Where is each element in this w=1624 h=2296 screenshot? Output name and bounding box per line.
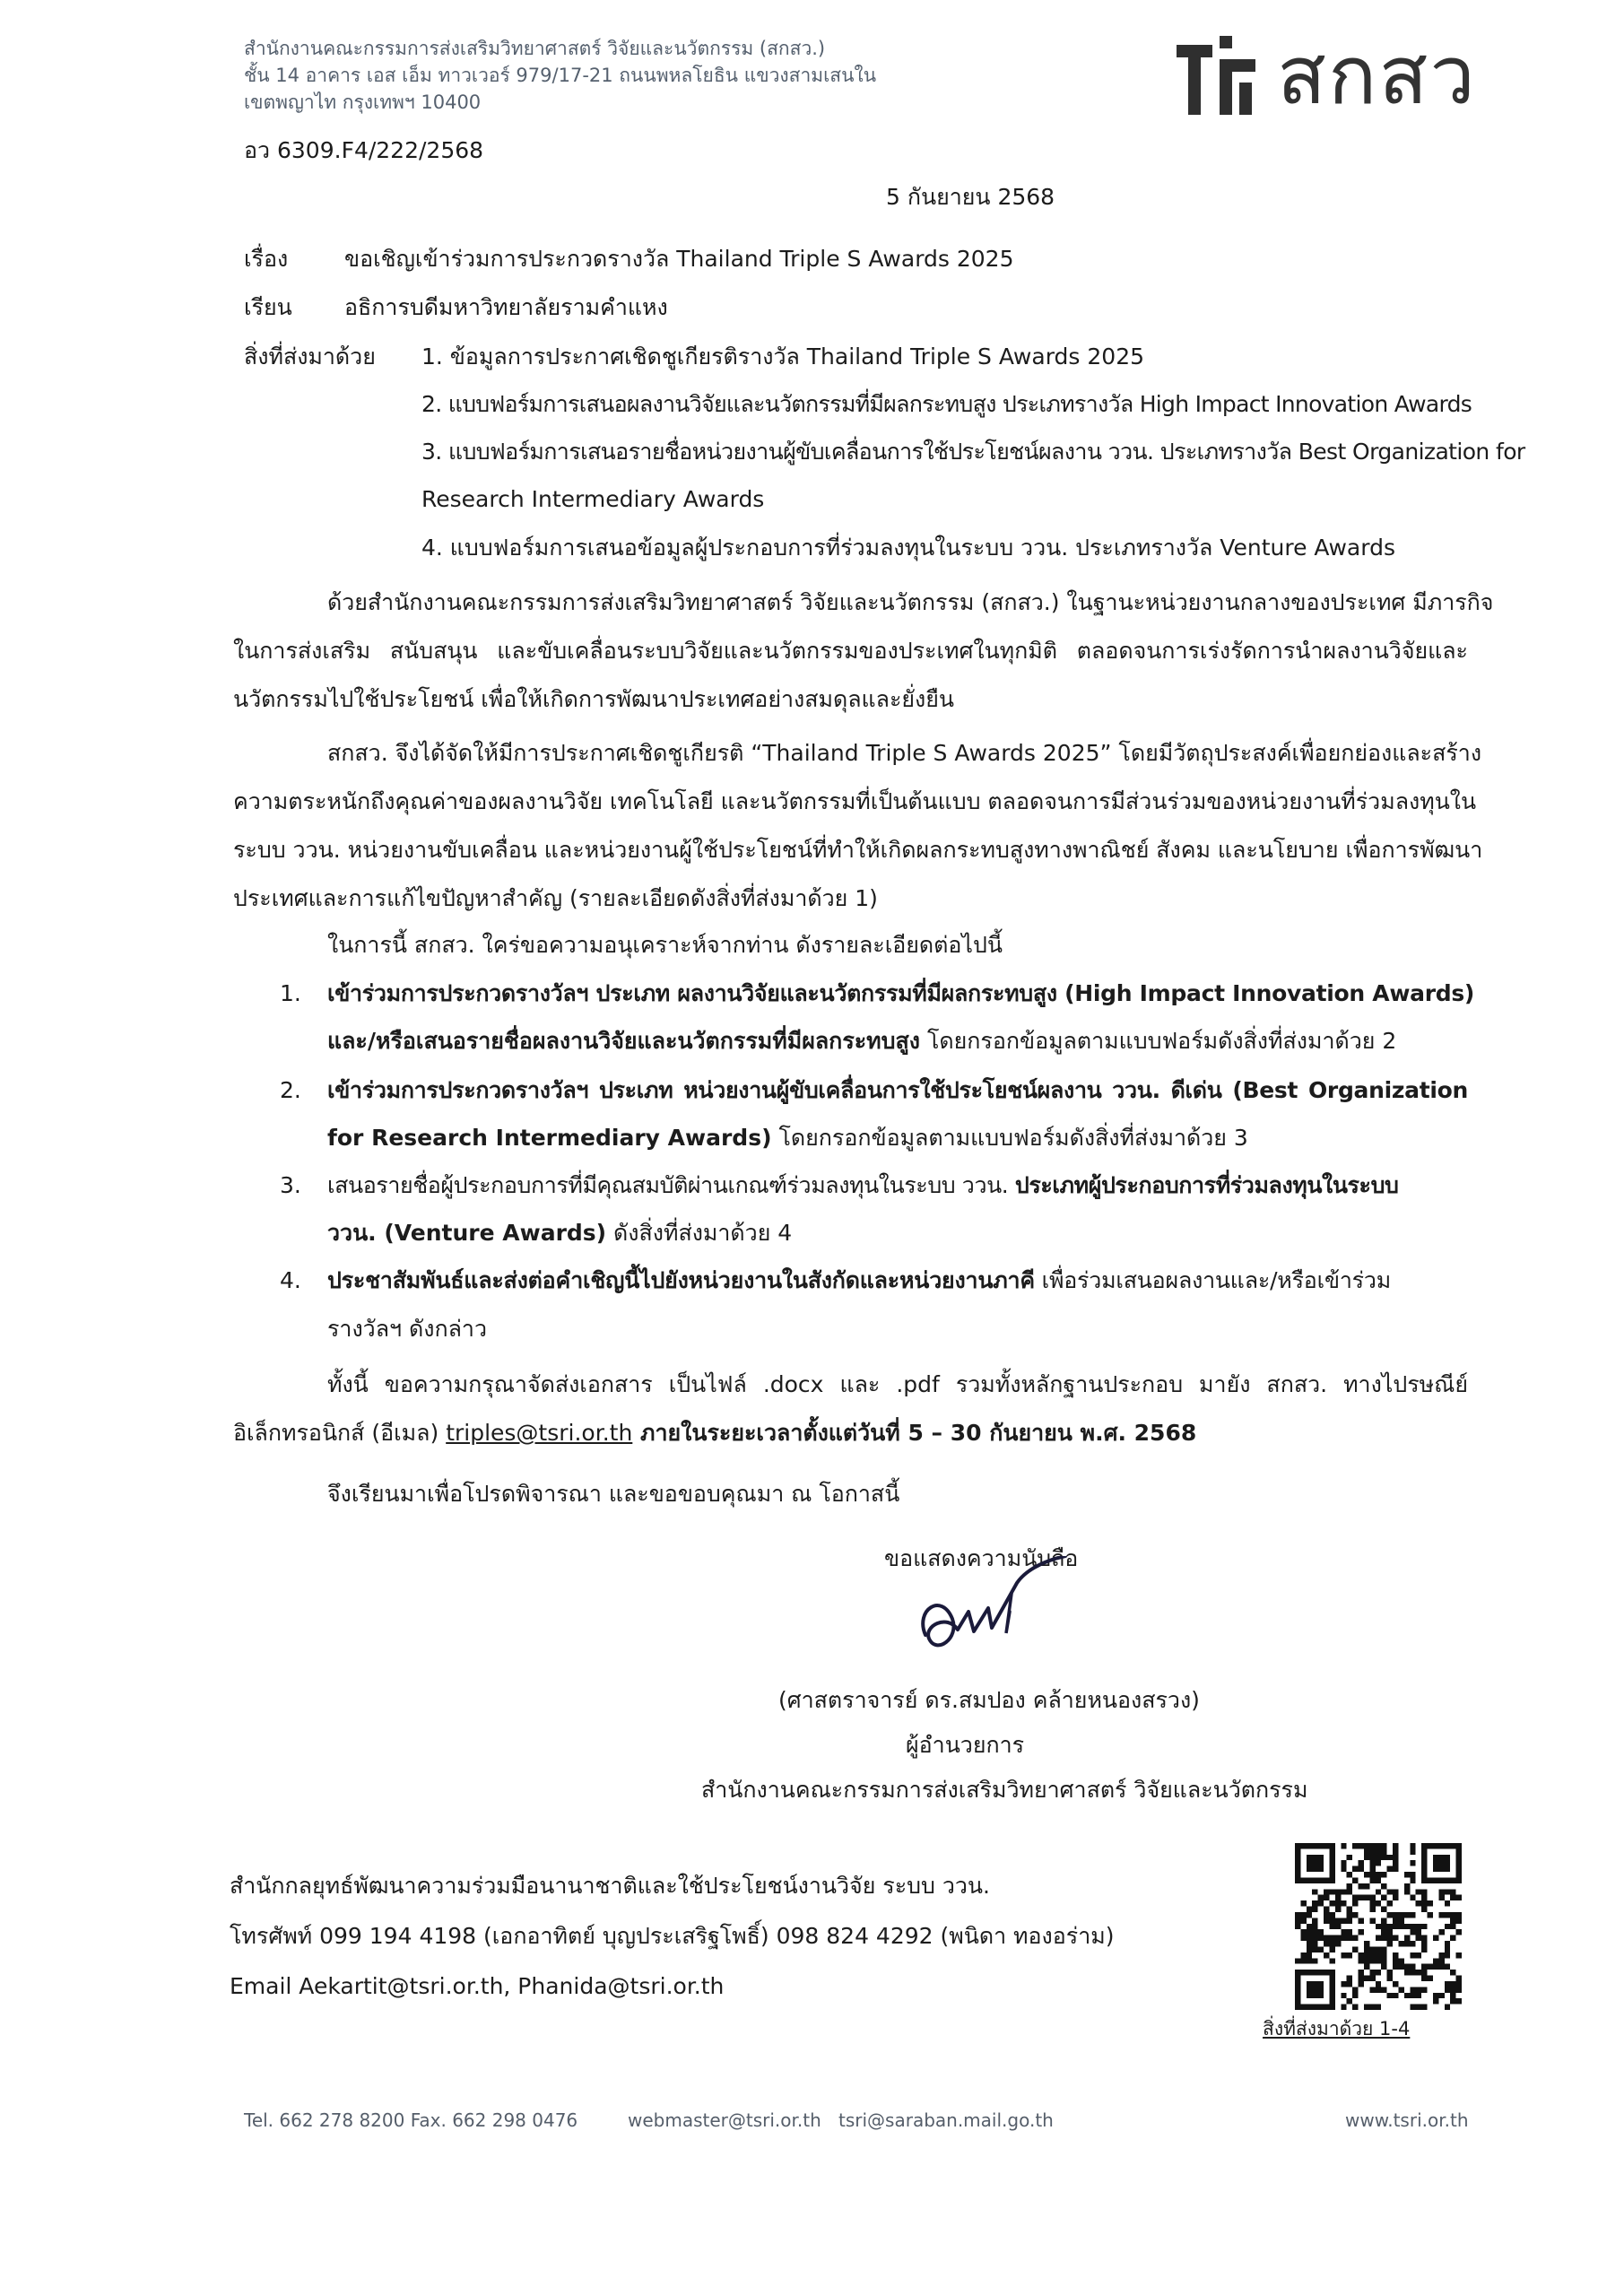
regards-text: ขอแสดงความนับถือ bbox=[884, 1545, 1079, 1571]
request-intro: ในการนี้ สกสว. ใคร่ขอความอนุเคราะห์จากท่าน ดังรายละเอียดต่อไปนี้ bbox=[327, 932, 1003, 958]
tsri-logo bbox=[1177, 27, 1477, 126]
submission-email-link[interactable]: triples@tsri.or.th bbox=[446, 1420, 633, 1446]
request-number: 3. bbox=[280, 1172, 301, 1198]
request-line bbox=[327, 1025, 1396, 1057]
request-bold-text: ประเภทผู้ประกอบการที่ร่วมลงทุนในระบบ bbox=[1014, 1172, 1399, 1198]
qr-caption: สิ่งที่ส่งมาด้วย 1-4 bbox=[1263, 2018, 1411, 2039]
tsri-logo-mark-icon bbox=[1177, 32, 1263, 118]
submission-deadline: ภายในระยะเวลาตั้งแต่วันที่ 5 – 30 กันยายน พ.ศ. 2568 bbox=[632, 1420, 1197, 1446]
footer-webmaster-email: webmaster@tsri.or.th bbox=[628, 2109, 821, 2131]
submission-text: อิเล็กทรอนิกส์ (อีเมล) bbox=[233, 1420, 447, 1446]
signer-organization: สำนักงานคณะกรรมการส่งเสริมวิทยาศาสตร์ วิจัยและนวัตกรรม bbox=[701, 1777, 1308, 1803]
org-name-line: สำนักงานคณะกรรมการส่งเสริมวิทยาศาสตร์ วิจัยและนวัตกรรม (สกสว.) bbox=[244, 38, 826, 59]
contact-phone: โทรศัพท์ 099 194 4198 (เอกอาทิตย์ บุญประเสริฐโพธิ์) 098 824 4292 (พนิดา ทองอร่าม) bbox=[230, 1923, 1115, 1949]
request-line bbox=[327, 1217, 792, 1249]
reference-number: อว 6309.F4/222/2568 bbox=[244, 137, 484, 163]
request-number: 2. bbox=[280, 1077, 301, 1103]
closing-sentence: จึงเรียนมาเพื่อโปรดพิจารณา และขอขอบคุณมา ณ โอกาสนี้ bbox=[327, 1481, 900, 1507]
org-address-line: ชั้น 14 อาคาร เอส เอ็ม ทาวเวอร์ 979/17-21 ถนนพหลโยธิน แขวงสามเสนใน bbox=[244, 65, 877, 86]
request-text: โดยกรอกข้อมูลตามแบบฟอร์มดังสิ่งที่ส่งมาด้วย 2 bbox=[920, 1028, 1397, 1054]
request-bold-text: ววน. (Venture Awards) bbox=[327, 1220, 607, 1246]
recipient-label: เรียน bbox=[244, 294, 292, 320]
submission-instructions-line bbox=[233, 1417, 1196, 1449]
body-paragraph-2-line: ความตระหนักถึงคุณค่าของผลงานวิจัย เทคโนโลยี และนวัตกรรมที่เป็นต้นแบบ ตลอดจนการมีส่วนร่วมของหน่วยงานที่ร่วมลงทุนใน bbox=[233, 788, 1477, 814]
enclosure-item: 4. แบบฟอร์มการเสนอข้อมูลผู้ประกอบการที่ร่วมลงทุนในระบบ ววน. ประเภทรางวัล Venture Awards bbox=[421, 535, 1395, 561]
request-text: เพื่อร่วมเสนอผลงานและ/หรือเข้าร่วม bbox=[1034, 1267, 1392, 1293]
request-line: เข้าร่วมการประกวดรางวัลฯ ประเภท ผลงานวิจัยและนวัตกรรมที่มีผลกระทบสูง (High Impact Innovation Awards) bbox=[327, 980, 1475, 1006]
logo-wordmark: สกสว bbox=[1277, 29, 1477, 123]
request-bold-text: for Research Intermediary Awards) bbox=[327, 1125, 772, 1151]
body-paragraph-2-line: ประเทศและการแก้ไขปัญหาสำคัญ (รายละเอียดดังสิ่งที่ส่งมาด้วย 1) bbox=[233, 885, 878, 911]
subject-text: ขอเชิญเข้าร่วมการประกวดรางวัล Thailand Triple S Awards 2025 bbox=[344, 246, 1014, 272]
body-paragraph-2-line: สกสว. จึงได้จัดให้มีการประกาศเชิดชูเกียรติ “Thailand Triple S Awards 2025” โดยมีวัตถุประสงค์เพื่อยกย่องและสร้าง bbox=[327, 740, 1482, 766]
request-bold-text: และ/หรือเสนอรายชื่อผลงานวิจัยและนวัตกรรมที่มีผลกระทบสูง bbox=[327, 1028, 920, 1054]
request-text: ดังสิ่งที่ส่งมาด้วย 4 bbox=[606, 1220, 793, 1246]
enclosure-item: 2. แบบฟอร์มการเสนอผลงานวิจัยและนวัตกรรมที่มีผลกระทบสูง ประเภทรางวัล High Impact Innovation Awards bbox=[421, 391, 1472, 417]
enclosure-item-continuation: Research Intermediary Awards bbox=[421, 486, 765, 512]
request-line bbox=[327, 1265, 1391, 1297]
request-number: 4. bbox=[280, 1267, 301, 1293]
subject-label: เรื่อง bbox=[244, 246, 289, 272]
signer-title: ผู้อำนวยการ bbox=[906, 1732, 1025, 1758]
recipient-text: อธิการบดีมหาวิทยาลัยรามคำแหง bbox=[344, 294, 668, 320]
footer-saraban-email: tsri@saraban.mail.go.th bbox=[838, 2109, 1054, 2131]
signature-image bbox=[906, 1556, 1085, 1691]
request-line: รางวัลฯ ดังกล่าว bbox=[327, 1316, 487, 1342]
footer-website: www.tsri.or.th bbox=[1345, 2109, 1469, 2131]
submission-instructions-line: ทั้งนี้ ขอความกรุณาจัดส่งเอกสาร เป็นไฟล์ .docx และ .pdf รวมทั้งหลักฐานประกอบ มายัง สกสว. ทางไปรษณีย์ bbox=[327, 1371, 1468, 1397]
request-bold-text: ประชาสัมพันธ์และส่งต่อคำเชิญนี้ไปยังหน่วยงานในสังกัดและหน่วยงานภาคี bbox=[327, 1267, 1035, 1293]
request-line: เข้าร่วมการประกวดรางวัลฯ ประเภท หน่วยงานผู้ขับเคลื่อนการใช้ประโยชน์ผลงาน ววน. ดีเด่น (Best Organization bbox=[327, 1077, 1468, 1103]
body-paragraph-1-line: นวัตกรรมไปใช้ประโยชน์ เพื่อให้เกิดการพัฒนาประเทศอย่างสมดุลและยั่งยืน bbox=[233, 686, 954, 712]
letter-date: 5 กันยายน 2568 bbox=[886, 184, 1055, 210]
request-number: 1. bbox=[280, 980, 301, 1006]
org-district-line: เขตพญาไท กรุงเทพฯ 10400 bbox=[244, 91, 482, 113]
request-line bbox=[327, 1122, 1248, 1154]
body-paragraph-2-line: ระบบ ววน. หน่วยงานขับเคลื่อน และหน่วยงานผู้ใช้ประโยชน์ที่ทำให้เกิดผลกระทบสูงทางพาณิชย์ สังคม และนโยบาย เพื่อการพัฒนา bbox=[233, 837, 1483, 863]
request-line bbox=[327, 1170, 1399, 1202]
body-paragraph-1-line: ในการส่งเสริม สนับสนุน และขับเคลื่อนระบบวิจัยและนวัตกรรมของประเทศในทุกมิติ ตลอดจนการเร่งรัดการนำผลงานวิจัยและ bbox=[233, 638, 1468, 664]
request-text: โดยกรอกข้อมูลตามแบบฟอร์มดังสิ่งที่ส่งมาด้วย 3 bbox=[771, 1125, 1248, 1151]
request-text: เสนอรายชื่อผู้ประกอบการที่มีคุณสมบัติผ่านเกณฑ์ร่วมลงทุนในระบบ ววน. bbox=[327, 1172, 1015, 1198]
enclosure-item: 3. แบบฟอร์มการเสนอรายชื่อหน่วยงานผู้ขับเคลื่อนการใช้ประโยชน์ผลงาน ววน. ประเภทรางวัล Best Organization for bbox=[421, 439, 1525, 465]
body-paragraph-1-line: ด้วยสำนักงานคณะกรรมการส่งเสริมวิทยาศาสตร์ วิจัยและนวัตกรรม (สกสว.) ในฐานะหน่วยงานกลางของประเทศ มีภารกิจ bbox=[327, 589, 1494, 615]
contact-email: Email Aekartit@tsri.or.th, Phanida@tsri.or.th bbox=[230, 1973, 725, 1999]
enclosure-item: 1. ข้อมูลการประกาศเชิดชูเกียรติรางวัล Thailand Triple S Awards 2025 bbox=[421, 344, 1145, 370]
contact-department: สำนักกลยุทธ์พัฒนาความร่วมมือนานาชาติและใช้ประโยชน์งานวิจัย ระบบ ววน. bbox=[230, 1873, 990, 1899]
signer-name: (ศาสตราจารย์ ดร.สมปอง คล้ายหนองสรวง) bbox=[778, 1687, 1200, 1713]
enclosures-label: สิ่งที่ส่งมาด้วย bbox=[244, 344, 376, 370]
qr-code-icon[interactable] bbox=[1295, 1843, 1462, 2010]
footer-tel-fax: Tel. 662 278 8200 Fax. 662 298 0476 bbox=[244, 2109, 578, 2131]
